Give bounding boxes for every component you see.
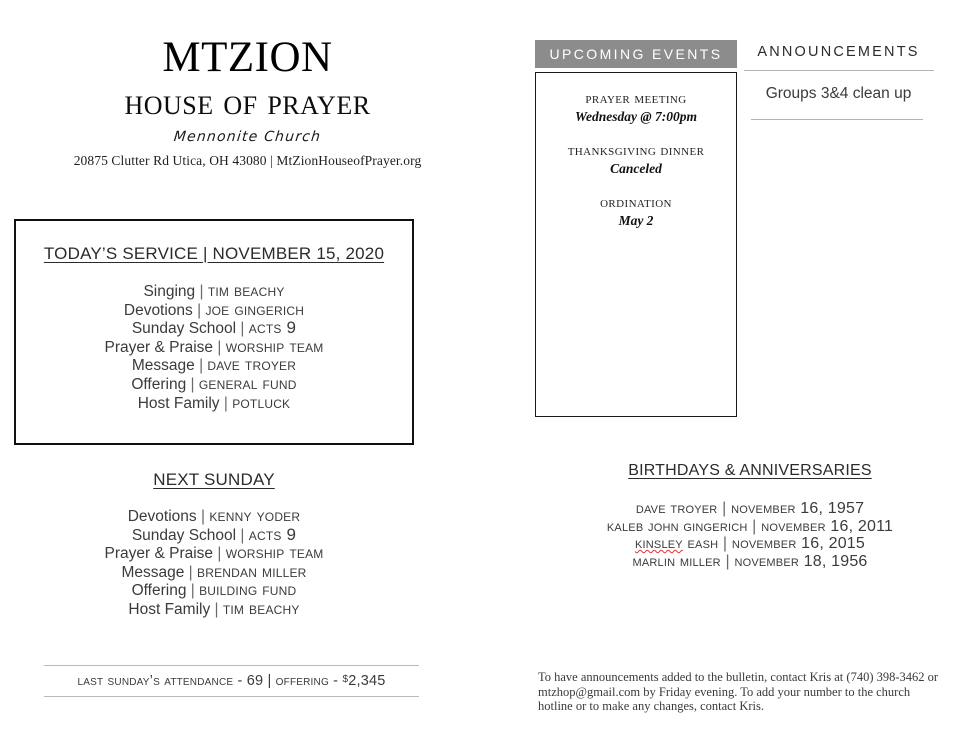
next-sunday-item-separator: | [213, 545, 226, 563]
next-sunday-item-assignee: worship team [225, 543, 324, 563]
next-sunday-item-assignee: kenny yoder [209, 506, 301, 525]
upcoming-events-heading: UPCOMING EVENTS [535, 40, 737, 68]
todays-service-item-separator: | [213, 338, 226, 356]
event-item [536, 142, 736, 177]
event-item [536, 194, 736, 229]
birthday-row [545, 500, 955, 518]
next-sunday-block [14, 470, 414, 619]
todays-service-item-assignee: tim beachy [207, 281, 285, 300]
attendance-text [44, 666, 419, 696]
todays-service-item-assignee: dave troyer [207, 355, 297, 375]
birthday-separator: | [717, 500, 732, 517]
upcoming-events-box [535, 72, 737, 417]
next-sunday-item-separator: | [186, 582, 200, 600]
todays-service-item-assignee: acts 9 [248, 318, 297, 338]
todays-service-item-assignee: general fund [198, 373, 297, 393]
birthday-row [545, 518, 955, 536]
next-sunday-item-row [14, 526, 414, 545]
todays-service-item-row [16, 375, 412, 394]
event-title: ordination [600, 195, 672, 211]
event-item [536, 90, 736, 125]
todays-service-item-role: Message [131, 357, 195, 375]
birthday-date: november 18, 1956 [734, 552, 868, 570]
next-sunday-item-separator: | [184, 563, 197, 581]
event-detail: May 2 [618, 213, 654, 228]
announcement-item: Groups 3&4 clean up [765, 85, 912, 102]
birthday-separator: | [718, 535, 732, 553]
event-detail: Wednesday @ 7:00pm [575, 109, 697, 124]
next-sunday-item-separator: | [196, 508, 210, 525]
birthdays-block [545, 462, 955, 570]
next-sunday-item-role: Sunday School [131, 526, 237, 544]
birthday-person-name: marlin miller [632, 552, 721, 570]
left-column [30, 17, 465, 169]
todays-service-item-role: Sunday School [131, 320, 237, 338]
todays-service-item-row [16, 338, 412, 357]
todays-service-item-role: Singing [143, 283, 196, 300]
next-sunday-item-row [14, 600, 414, 619]
next-sunday-item-row [14, 507, 414, 526]
logo-affiliation: Mennonite Church [172, 128, 323, 145]
next-sunday-item-row [14, 563, 414, 582]
todays-service-box [14, 219, 414, 445]
birthday-separator: | [720, 552, 735, 570]
attendance-rule-bottom [44, 696, 419, 697]
todays-service-item-separator: | [219, 394, 233, 412]
next-sunday-item-role: Offering [131, 582, 187, 600]
logo-church-subtitle: house of prayer [124, 82, 371, 123]
birthday-row [545, 535, 955, 553]
todays-service-item-separator: | [195, 283, 208, 300]
birthday-person-name: dave troyer [635, 500, 718, 517]
birthday-person-name: kaleb john gingerich [606, 517, 748, 535]
logo-church-name: mtzion [162, 17, 333, 85]
todays-service-item-assignee: potluck [232, 392, 291, 412]
birthday-date: november 16, 1957 [731, 500, 865, 517]
announcements-rule-top [744, 70, 934, 71]
todays-service-list [16, 282, 412, 412]
offering-currency-symbol: $ [342, 674, 349, 685]
next-sunday-heading: NEXT SUNDAY [153, 470, 275, 489]
next-sunday-item-separator: | [210, 600, 223, 618]
birthday-date: november 16, 2011 [761, 517, 894, 535]
todays-service-item-assignee: joe gingerich [205, 299, 305, 319]
offering-label: | offering - [263, 673, 343, 689]
next-sunday-item-row [14, 581, 414, 600]
birthday-person-name: eash [687, 535, 719, 553]
birthday-separator: | [747, 517, 762, 535]
announcements-rule-bottom [751, 119, 923, 120]
birthdays-heading: BIRTHDAYS & ANNIVERSARIES [628, 462, 872, 479]
birthday-date: november 16, 2015 [731, 535, 866, 553]
event-title: thanksgiving dinner [567, 143, 705, 159]
todays-service-item-separator: | [192, 301, 206, 319]
todays-service-item-separator: | [186, 375, 199, 393]
event-detail: Canceled [610, 161, 662, 176]
todays-service-item-separator: | [236, 320, 249, 338]
attendance-summary [44, 665, 419, 697]
next-sunday-item-role: Prayer & Praise [104, 545, 214, 563]
todays-service-item-role: Devotions [123, 301, 193, 319]
todays-service-heading: TODAY’S SERVICE | NOVEMBER 15, 2020 [43, 244, 385, 263]
todays-service-item-row [16, 394, 412, 413]
todays-service-item-row [16, 301, 412, 320]
next-sunday-item-role: Message [121, 563, 185, 581]
todays-service-item-assignee: worship team [225, 336, 324, 356]
church-logo [30, 17, 465, 169]
todays-service-item-role: Prayer & Praise [104, 338, 214, 356]
spellcheck-flagged-word: kinsley [634, 535, 683, 553]
next-sunday-item-separator: | [236, 526, 249, 544]
todays-service-item-role: Offering [131, 375, 187, 393]
next-sunday-list [14, 507, 414, 619]
next-sunday-item-role: Host Family [128, 600, 211, 618]
next-sunday-item-assignee: tim beachy [222, 598, 300, 618]
offering-amount: 2,345 [348, 673, 386, 689]
announcements-heading: ANNOUNCEMENTS [757, 44, 920, 60]
next-sunday-item-role: Devotions [127, 508, 197, 525]
attendance-count: 69 [246, 673, 264, 689]
next-sunday-item-assignee: building fund [199, 580, 297, 600]
next-sunday-item-row [14, 544, 414, 563]
attendance-label: last sunday’s attendance - [77, 673, 247, 689]
footer-contact-note: To have announcements added to the bulletin, contact Kris at (740) 398-3462 or mtzhop@gmail.com by Friday evening. To add your number to the church hotline or to make any changes, contact Kris. [538, 670, 939, 714]
logo-address-line: 20875 Clutter Rd Utica, OH 43080 | MtZionHouseofPrayer.org [73, 152, 422, 168]
birthdays-list [545, 500, 955, 570]
todays-service-item-row [16, 356, 412, 375]
next-sunday-item-assignee: brendan miller [197, 561, 307, 581]
todays-service-item-row [16, 319, 412, 338]
birthday-row [545, 553, 955, 571]
todays-service-item-role: Host Family [137, 394, 220, 412]
next-sunday-item-assignee: acts 9 [248, 524, 297, 544]
todays-service-item-row [16, 282, 412, 301]
event-title: prayer meeting [585, 91, 687, 107]
todays-service-item-separator: | [194, 357, 208, 375]
